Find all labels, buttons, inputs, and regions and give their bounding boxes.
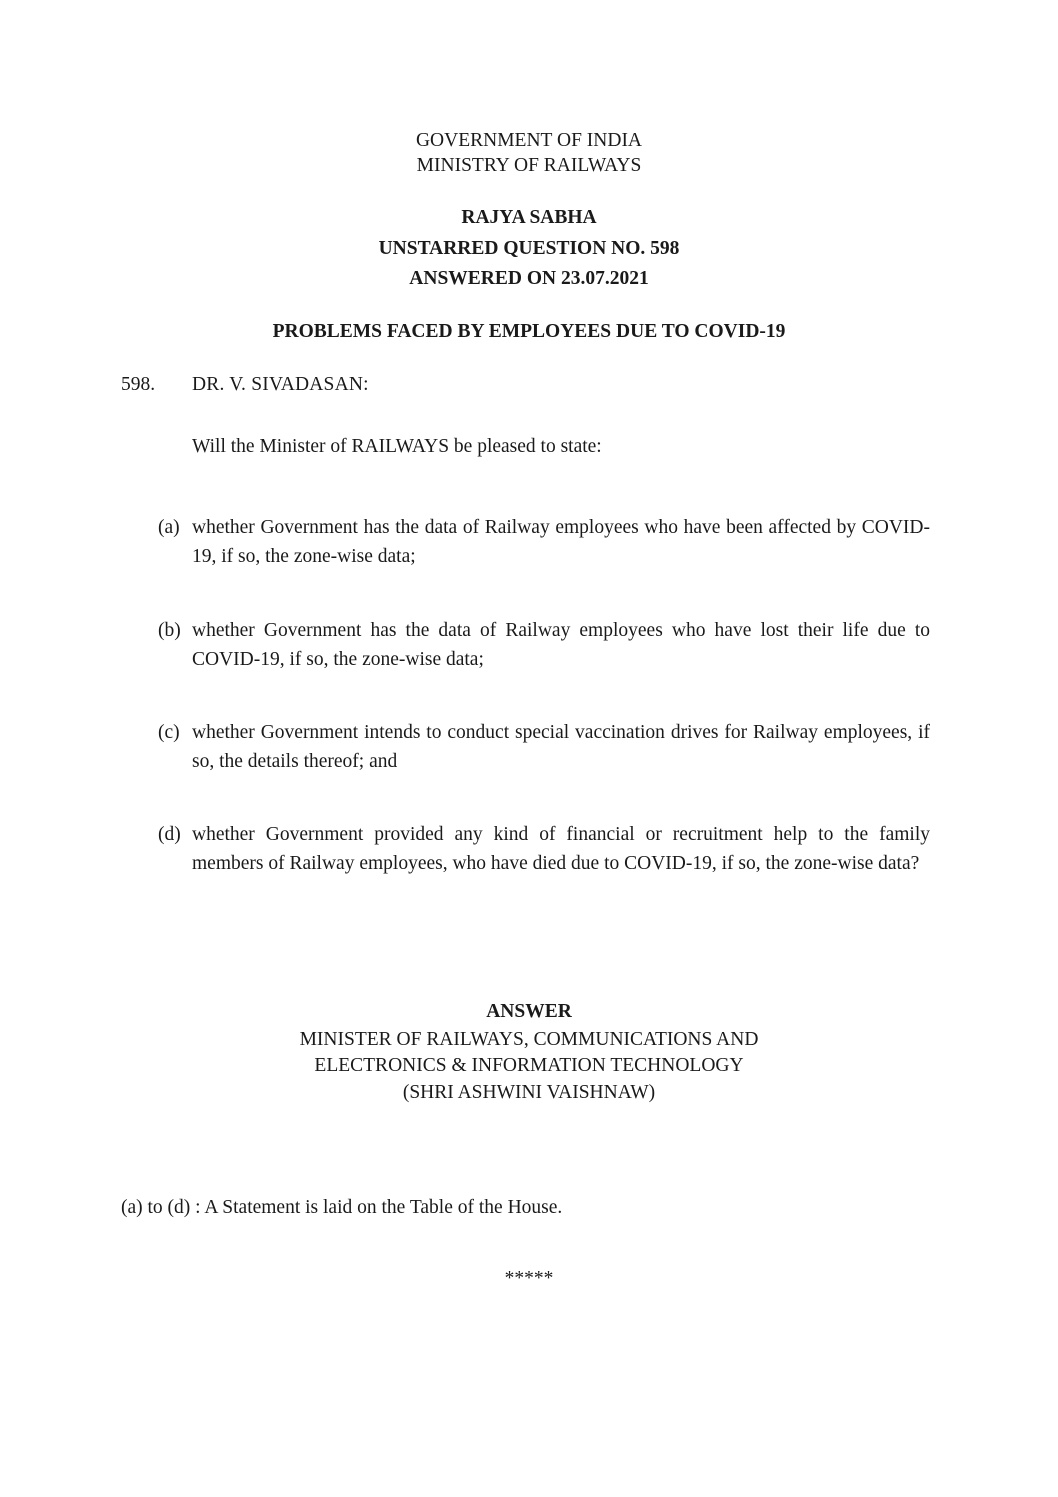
member-name: DR. V. SIVADASAN:	[192, 374, 369, 395]
item-a-text: whether Government has the data of Railway employees who have been affected by COVID-19, if so, the zone-wise data;	[192, 517, 930, 567]
question-number-heading: UNSTARRED QUESTION NO. 598	[378, 238, 680, 259]
header-ministry: MINISTRY OF RAILWAYS	[416, 155, 642, 176]
item-a-label: (a)	[158, 517, 180, 538]
answer-statement: (a) to (d) : A Statement is laid on the Table of the House.	[121, 1197, 563, 1218]
house-name: RAJYA SABHA	[461, 207, 597, 228]
item-b-text: whether Government has the data of Railway employees who have lost their life due to COVID-19, if so, the zone-wise data;	[192, 620, 930, 670]
item-b-label: (b)	[158, 620, 181, 641]
question-subject: PROBLEMS FACED BY EMPLOYEES DUE TO COVID-19	[272, 321, 786, 342]
item-d-label: (d)	[158, 824, 181, 845]
end-marker: *****	[504, 1268, 554, 1289]
minister-name: (SHRI ASHWINI VAISHNAW)	[402, 1082, 656, 1103]
item-d-text: whether Government provided any kind of financial or recruitment help to the family members of Railway employees, who have died due to COVID-19, if so, the zone-wise data?	[192, 824, 930, 874]
minister-title-line1: MINISTER OF RAILWAYS, COMMUNICATIONS AND	[299, 1029, 759, 1050]
minister-title-line2: ELECTRONICS & INFORMATION TECHNOLOGY	[314, 1055, 744, 1076]
question-number: 598.	[121, 374, 156, 395]
item-c-text: whether Government intends to conduct special vaccination drives for Railway employees, if so, the details thereof; and	[192, 722, 930, 772]
item-c-label: (c)	[158, 722, 180, 743]
header-government: GOVERNMENT OF INDIA	[415, 130, 643, 151]
answer-heading: ANSWER	[486, 1001, 572, 1022]
question-intro: Will the Minister of RAILWAYS be pleased to state:	[192, 436, 602, 457]
answered-date: ANSWERED ON 23.07.2021	[409, 268, 649, 289]
